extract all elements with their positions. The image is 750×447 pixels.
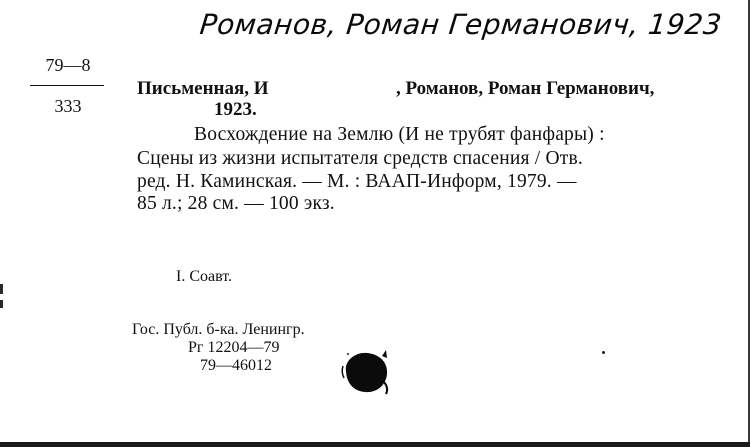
call-number: [28, 54, 108, 117]
speck: [602, 351, 605, 354]
tracing-note: I. Соавт.: [176, 268, 233, 285]
edge-mark: [0, 284, 3, 294]
body-line-1: Восхождение на Землю (И не трубят фанфары) :: [194, 124, 605, 145]
call-number-rule: [30, 85, 104, 86]
speck: [347, 353, 349, 355]
ink-stamp-blot: [340, 348, 392, 396]
heading-year: 1923.: [214, 99, 257, 120]
body-line-4: 85 л.; 28 см. — 100 экз.: [137, 193, 335, 214]
card-edge-bottom: [0, 442, 750, 447]
call-number-top: 79—8: [45, 55, 91, 75]
library-info: [132, 321, 305, 375]
call-number-bottom: 333: [54, 96, 82, 116]
edge-mark: [0, 300, 3, 308]
handwritten-heading: Романов, Роман Германович, 1923: [198, 8, 724, 41]
heading-title: Письменная, И: [137, 78, 269, 99]
library-line-1: Гос. Публ. б-ка. Ленингр.: [132, 321, 305, 338]
body-line-2: Сцены из жизни испытателя средств спасения / Отв.: [137, 148, 583, 169]
heading-author: , Романов, Роман Германович,: [396, 78, 655, 99]
library-line-2: Рг 12204—79: [188, 339, 280, 356]
library-line-3: 79—46012: [200, 357, 272, 374]
body-line-3: ред. Н. Каминская. — М. : ВААП-Информ, 1979. —: [137, 171, 577, 192]
